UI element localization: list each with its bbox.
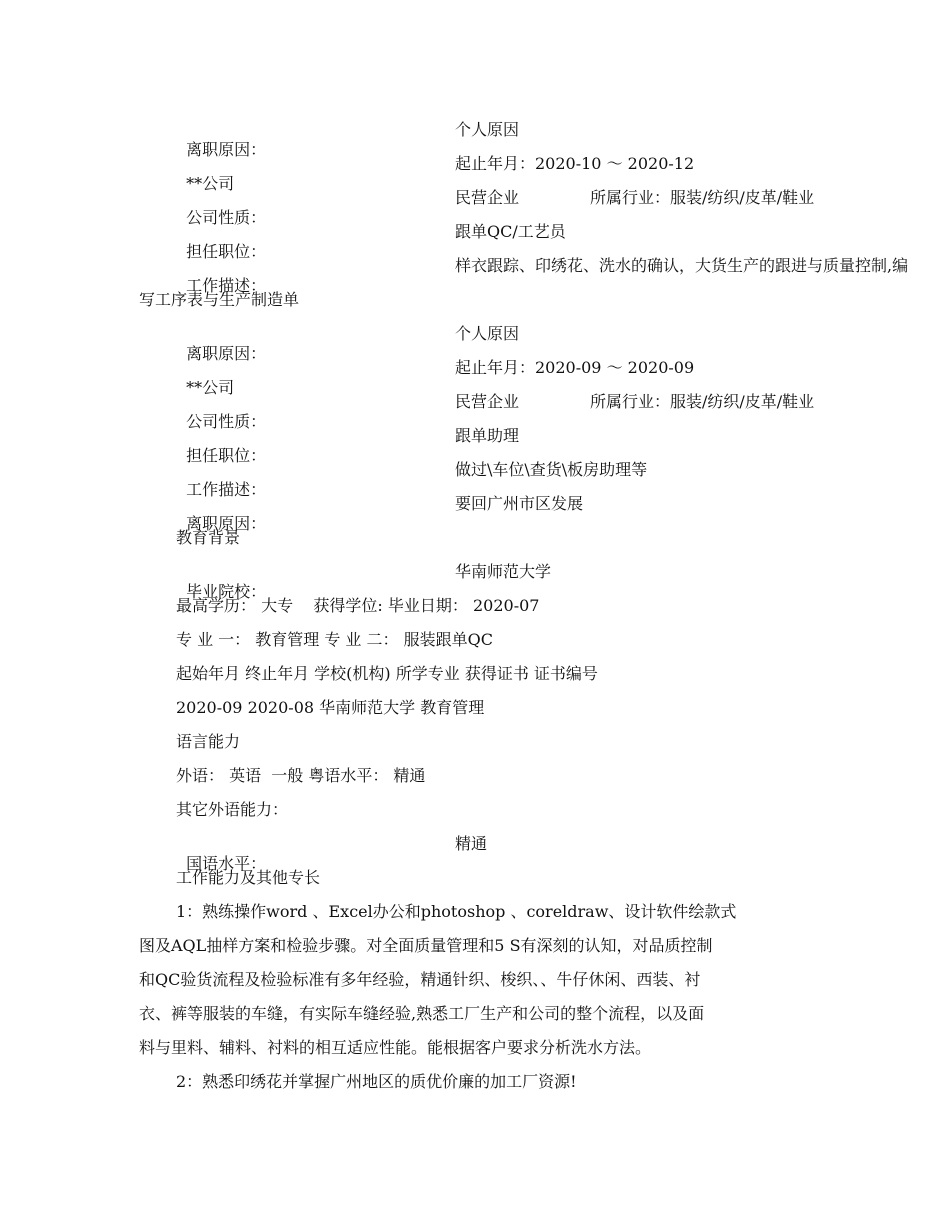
company-nature-value: 民营企业 [455, 188, 520, 207]
company-nature-value: 民营企业 [455, 392, 520, 411]
position-label: 担任职位： [186, 242, 267, 261]
leave-reason-value: 个人原因 [455, 120, 520, 139]
school-value: 华南师范大学 [455, 562, 552, 581]
job-description-value: 做过\车位\查货\板房助理等 [455, 460, 648, 479]
skills-paragraph-line: 衣、裤等服装的车缝，有实际车缝经验,熟悉工厂生产和公司的整个流程，以及面 [139, 1004, 705, 1023]
job-description-value: 样衣跟踪、印绣花、洗水的确认，大货生产的跟进与质量控制,编 [455, 256, 909, 275]
skills-paragraph-line: 和QC验货流程及检验标准有多年经验，精通针织、梭织、、牛仔休闲、西装、衬 [139, 970, 701, 989]
company-period: 起止年月：2020-10 ～ 2020-12 [455, 154, 695, 173]
job-description-continuation: 写工序表与生产制造单 [139, 290, 300, 309]
education-table-header: 起始年月 终止年月 学校(机构) 所学专业 获得证书 证书编号 [176, 664, 598, 683]
company-nature-label: 公司性质： [186, 208, 267, 227]
job-description-label: 工作描述： [186, 276, 267, 295]
mandarin-value: 精通 [455, 834, 488, 853]
school-label: 毕业院校： [186, 582, 267, 601]
leave-reason-label: 离职原因： [186, 140, 267, 159]
leave-reason-value: 要回广州市区发展 [455, 494, 584, 513]
other-language-line: 其它外语能力： [176, 800, 289, 819]
skills-paragraph-line: 图及AQL抽样方案和检验步骤。对全面质量管理和5 S有深刻的认知，对品质控制 [139, 936, 713, 955]
company-industry: 所属行业：服装/纺织/皮革/鞋业 [590, 392, 815, 411]
company-name: **公司 [186, 174, 235, 193]
skills-heading: 工作能力及其他专长 [176, 868, 321, 887]
major-line: 专 业 一： 教育管理 专 业 二： 服装跟单QC [176, 630, 493, 649]
position-label: 担任职位： [186, 446, 267, 465]
foreign-language-line: 外语： 英语 一般 粤语水平： 精通 [176, 766, 426, 785]
company-period: 起止年月：2020-09 ～ 2020-09 [455, 358, 695, 377]
company-name: **公司 [186, 378, 235, 397]
leave-reason-value: 个人原因 [455, 324, 520, 343]
company-nature-label: 公司性质： [186, 412, 267, 431]
leave-reason-label: 离职原因： [186, 344, 267, 363]
company-industry: 所属行业：服装/纺织/皮革/鞋业 [590, 188, 815, 207]
skills-paragraph-2: 2：熟悉印绣花并掌握广州地区的质优价廉的加工厂资源! [176, 1072, 577, 1091]
language-heading: 语言能力 [176, 732, 241, 751]
degree-line: 最高学历： 大专 获得学位: 毕业日期： 2020-07 [176, 596, 540, 615]
mandarin-label: 国语水平： [186, 854, 267, 873]
position-value: 跟单QC/工艺员 [455, 222, 566, 241]
leave-reason-label: 离职原因： [186, 514, 267, 533]
education-heading: 教育背景 [176, 528, 241, 547]
position-value: 跟单助理 [455, 426, 520, 445]
education-table-row: 2020-09 2020-08 华南师范大学 教育管理 [176, 698, 485, 717]
job-description-label: 工作描述： [186, 480, 267, 499]
skills-paragraph-line: 料与里料、辅料、衬料的相互适应性能。能根据客户要求分析洗水方法。 [139, 1038, 652, 1057]
skills-paragraph-line: 1：熟练操作word 、Excel办公和photoshop 、coreldraw、设计软件绘款式 [176, 902, 737, 921]
